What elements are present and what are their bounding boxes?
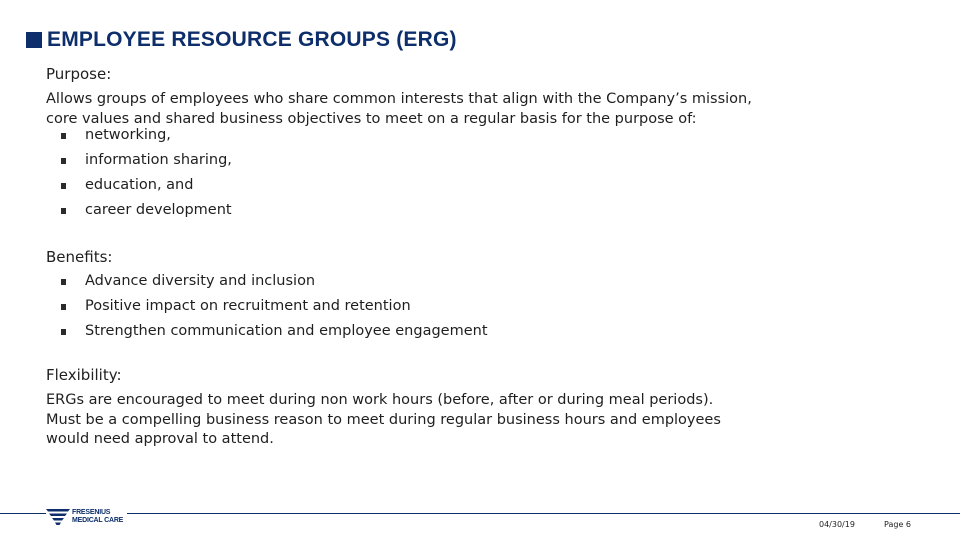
page-title: EMPLOYEE RESOURCE GROUPS (ERG) bbox=[47, 28, 457, 51]
title-row bbox=[26, 28, 457, 52]
footer-divider bbox=[0, 513, 960, 514]
logo-emblem-icon bbox=[46, 507, 70, 525]
benefits-bullet: Strengthen communication and employee engagement bbox=[46, 319, 488, 344]
benefits-heading: Benefits: bbox=[46, 248, 113, 266]
purpose-section bbox=[46, 64, 752, 223]
purpose-bullet: education, and bbox=[46, 173, 752, 198]
benefits-bullet-list bbox=[46, 269, 488, 344]
flexibility-line: ERGs are encouraged to meet during non work hours (before, after or during meal periods). bbox=[46, 392, 714, 408]
flexibility-line: would need approval to attend. bbox=[46, 431, 274, 447]
benefits-bullet: Positive impact on recruitment and retention bbox=[46, 294, 488, 319]
company-logo bbox=[46, 507, 127, 525]
footer-date: 04/30/19 bbox=[819, 520, 855, 529]
logo-wordmark bbox=[72, 507, 123, 525]
flexibility-section bbox=[46, 365, 721, 450]
title-square-icon bbox=[26, 32, 42, 48]
purpose-bullet-list bbox=[46, 123, 752, 223]
flexibility-text bbox=[46, 391, 721, 450]
purpose-line: core values and shared business objectives to meet on a regular basis for the purpose of: bbox=[46, 110, 697, 127]
logo-text-line: FRESENIUS bbox=[72, 509, 111, 516]
logo-text-line: MEDICAL CARE bbox=[72, 517, 124, 524]
page-number: Page 6 bbox=[884, 520, 911, 529]
flexibility-heading: Flexibility: bbox=[46, 366, 122, 384]
purpose-bullet: networking, bbox=[46, 123, 752, 148]
flexibility-line: Must be a compelling business reason to meet during regular business hours and employees bbox=[46, 411, 721, 428]
purpose-bullet: information sharing, bbox=[46, 148, 752, 173]
purpose-heading: Purpose: bbox=[46, 65, 112, 83]
benefits-section bbox=[46, 247, 488, 344]
benefits-bullet: Advance diversity and inclusion bbox=[46, 269, 488, 294]
purpose-bullet: career development bbox=[46, 198, 752, 223]
purpose-line: Allows groups of employees who share common interests that align with the Company’s mission, bbox=[46, 91, 752, 107]
